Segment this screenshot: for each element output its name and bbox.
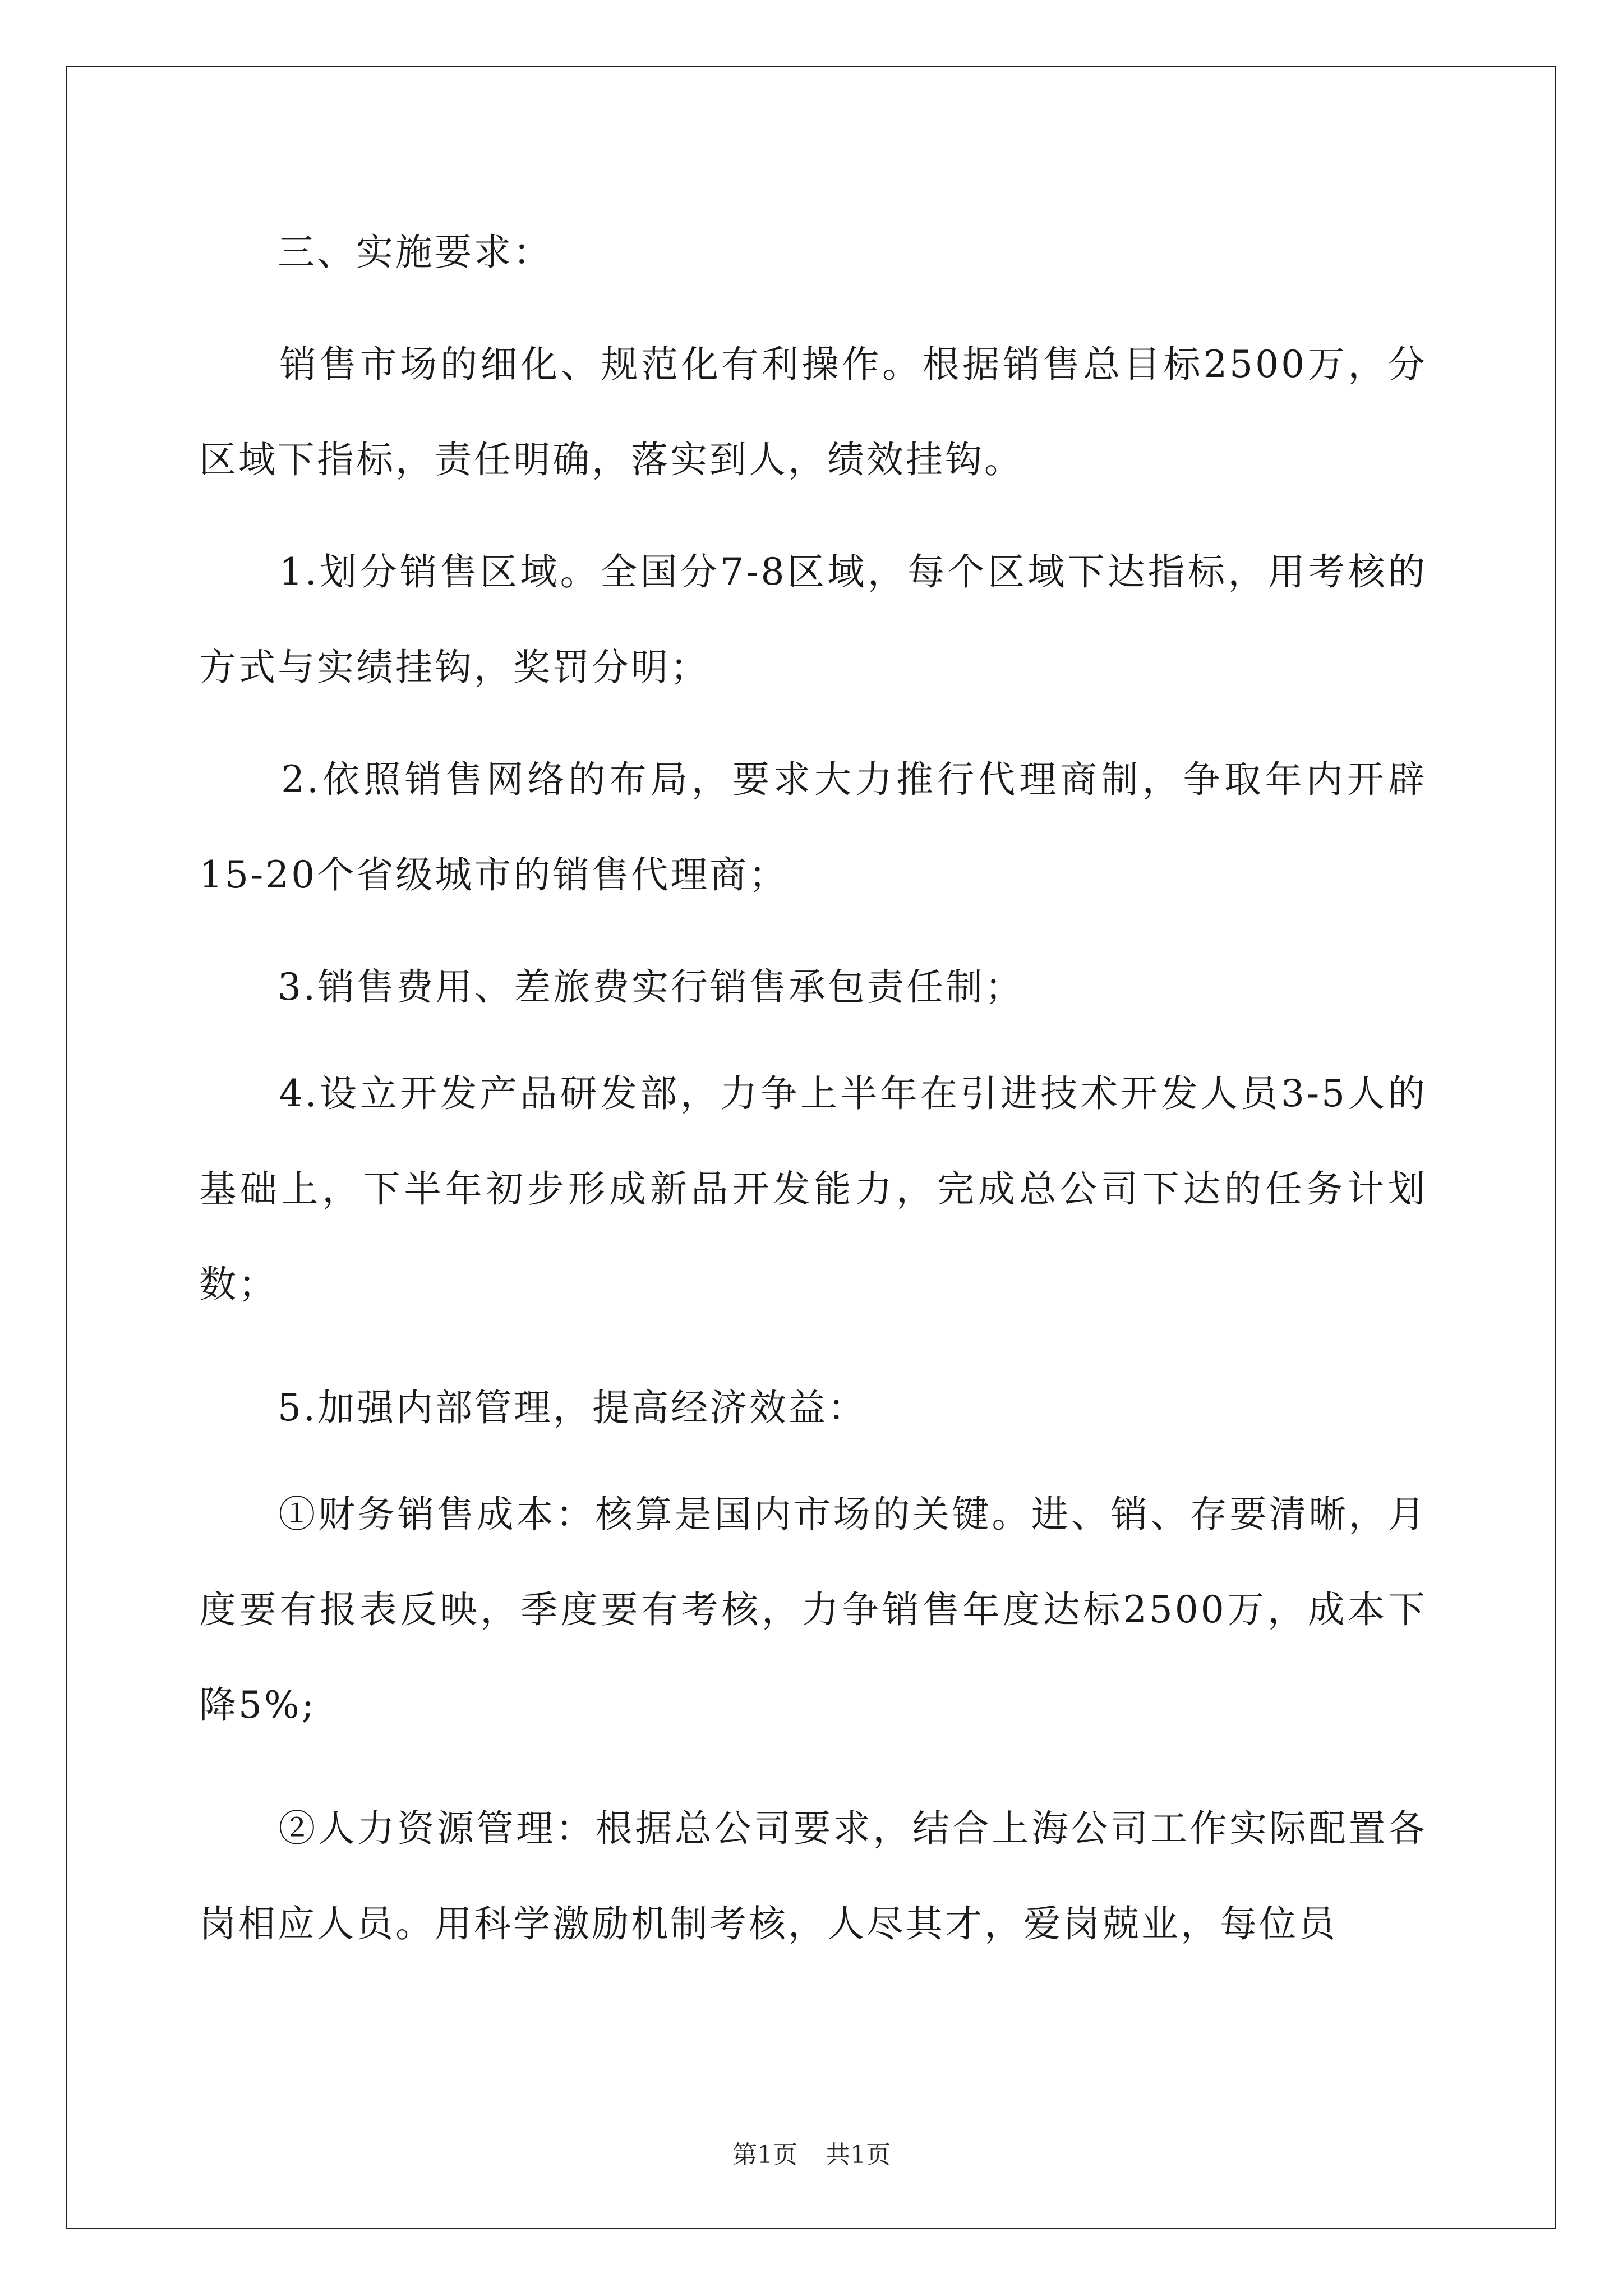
paragraph-section-heading: 三、实施要求： <box>199 231 552 274</box>
paragraph-finance-cost: ①财务销售成本：核算是国内市场的关键。进、销、存要清晰，月度要有报表反映，季度要有考核，力争销售年度达标2500万，成本下降5%; <box>199 1493 1427 1727</box>
page-footer <box>0 2138 1623 2172</box>
paragraph-sales-target: 销售市场的细化、规范化有利操作。根据销售总目标2500万，分区域下指标，责任明确，落实到人，绩效挂钩。 <box>199 343 1427 481</box>
page-number-total: 共1页 <box>826 2141 891 2169</box>
paragraph-item-4: 4.设立开发产品研发部，力争上半年在引进技术开发人员3-5人的基础上，下半年初步形成新品开发能力，完成总公司下达的任务计划数； <box>199 1072 1427 1306</box>
paragraph-item-2: 2.依照销售网络的布局，要求大力推行代理商制，争取年内开辟15-20个省级城市的销售代理商； <box>199 758 1427 896</box>
page-number-current: 第1页 <box>732 2141 797 2169</box>
paragraph-hr-management: ②人力资源管理：根据总公司要求，结合上海公司工作实际配置各岗相应人员。用科学激励机制考核，人尽其才，爱岗兢业，每位员 <box>199 1807 1427 1945</box>
paragraph-item-5: 5.加强内部管理，提高经济效益： <box>199 1386 867 1429</box>
paragraph-item-3: 3.销售费用、差旅费实行销售承包责任制； <box>199 965 1024 1009</box>
paragraph-item-1: 1.划分销售区域。全国分7-8区域，每个区域下达指标，用考核的方式与实绩挂钩，奖罚分明； <box>199 550 1427 689</box>
